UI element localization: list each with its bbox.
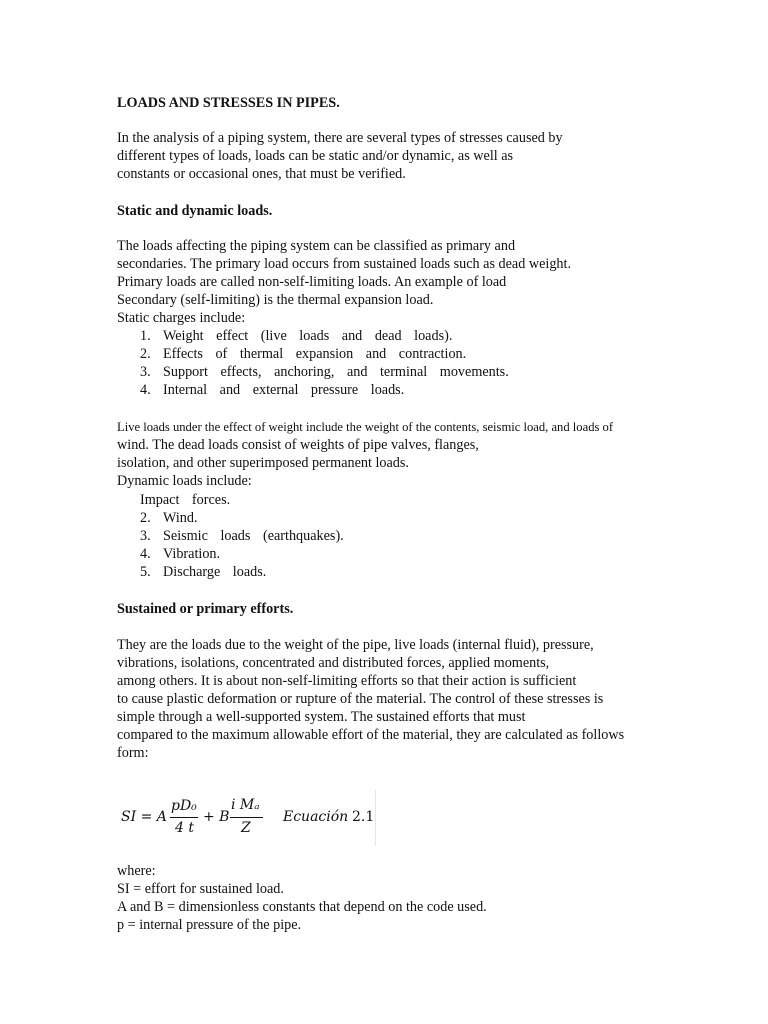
- definition-si: SI = effort for sustained load.: [117, 881, 284, 897]
- intro-line-2: different types of loads, loads can be static and/or dynamic, as well as: [117, 148, 514, 164]
- equation-2-1: [117, 790, 376, 846]
- section-heading-sustained: Sustained or primary efforts.: [117, 601, 294, 617]
- dynamic-list-number: 4.: [140, 546, 151, 562]
- static-list-item: Internal and external pressure loads.: [163, 382, 405, 398]
- dynamic-list-item: Impact forces.: [140, 492, 231, 508]
- section1-line-4: Secondary (self-limiting) is the thermal expansion load.: [117, 292, 434, 308]
- dynamic-list-item: Seismic loads (earthquakes).: [163, 528, 344, 544]
- live-loads-line-1: Live loads under the effect of weight include the weight of the contents, seismic load, and loads of: [117, 420, 614, 434]
- static-list-item: Weight effect (live loads and dead loads).: [163, 328, 453, 344]
- section1-line-5: Static charges include:: [117, 310, 246, 326]
- equation-denominator-2: Z: [241, 820, 251, 836]
- dynamic-list-number: 5.: [140, 564, 151, 580]
- equation-middle: + B: [203, 809, 230, 825]
- static-list-item: Effects of thermal expansion and contraction.: [163, 346, 467, 362]
- definition-p: p = internal pressure of the pipe.: [117, 917, 302, 933]
- equation-denominator-1: 4 t: [175, 820, 194, 836]
- dynamic-list-item: Discharge loads.: [163, 564, 267, 580]
- static-list-number: 3.: [140, 364, 151, 380]
- static-list-number: 4.: [140, 382, 151, 398]
- live-loads-line-3: isolation, and other superimposed permanent loads.: [117, 455, 409, 471]
- section2-line-3: among others. It is about non-self-limiting efforts so that their action is sufficient: [117, 673, 577, 689]
- dynamic-list-item: Wind.: [163, 510, 198, 526]
- definitions-intro: where:: [117, 863, 156, 879]
- static-list-number: 1.: [140, 328, 151, 344]
- section2-line-4: to cause plastic deformation or rupture of the material. The control of these stresses is: [117, 691, 604, 707]
- static-list-number: 2.: [140, 346, 151, 362]
- static-list-item: Support effects, anchoring, and terminal movements.: [163, 364, 509, 380]
- fraction-bar: [230, 817, 263, 818]
- section2-line-2: vibrations, isolations, concentrated and distributed forces, applied moments,: [117, 655, 550, 671]
- dynamic-loads-intro: Dynamic loads include:: [117, 473, 252, 489]
- section-heading-static-dynamic: Static and dynamic loads.: [117, 203, 273, 219]
- section1-line-2: secondaries. The primary load occurs from sustained loads such as dead weight.: [117, 256, 571, 272]
- document-title: LOADS AND STRESSES IN PIPES.: [117, 95, 340, 111]
- fraction-bar: [170, 817, 198, 818]
- section2-line-1: They are the loads due to the weight of the pipe, live loads (internal fluid), pressure,: [117, 637, 594, 653]
- live-loads-line-2: wind. The dead loads consist of weights of pipe valves, flanges,: [117, 437, 479, 453]
- definition-a-b: A and B = dimensionless constants that depend on the code used.: [117, 899, 487, 915]
- dynamic-list-number: 2.: [140, 510, 151, 526]
- section2-line-5: simple through a well-supported system. The sustained efforts that must: [117, 709, 526, 725]
- equation-label: Ecuación: [283, 809, 349, 825]
- section1-line-3: Primary loads are called non-self-limiting loads. An example of load: [117, 274, 507, 290]
- intro-line-3: constants or occasional ones, that must be verified.: [117, 166, 406, 182]
- equation-number: 2.1: [352, 809, 375, 825]
- dynamic-list-item: Vibration.: [163, 546, 221, 562]
- section2-line-7: form:: [117, 745, 149, 761]
- intro-line-1: In the analysis of a piping system, there are several types of stresses caused by: [117, 130, 563, 146]
- equation-numerator-1: pD₀: [171, 798, 197, 814]
- section2-line-6: compared to the maximum allowable effort of the material, they are calculated as follows: [117, 727, 625, 743]
- dynamic-list-number: 3.: [140, 528, 151, 544]
- equation-numerator-2: i Mₐ: [231, 797, 260, 813]
- section1-line-1: The loads affecting the piping system can be classified as primary and: [117, 238, 516, 254]
- equation-lhs: SI = A: [121, 809, 167, 825]
